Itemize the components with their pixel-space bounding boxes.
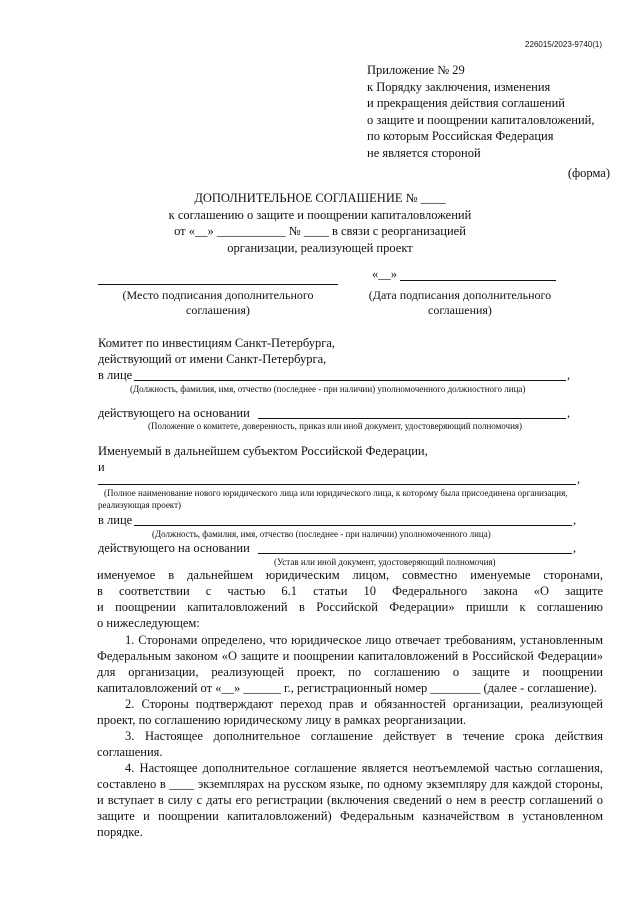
place-caption-line: соглашения) xyxy=(186,303,250,317)
title-line: организации, реализующей проект xyxy=(227,240,413,255)
party2-basis-label: действующего на основании xyxy=(98,541,250,555)
title-line: от «__» ___________ № ____ в связи с реорганизацией xyxy=(174,224,466,238)
appendix-note xyxy=(367,62,594,161)
appendix-line: не является стороной xyxy=(367,145,481,160)
comma: , xyxy=(573,513,577,527)
party1-basis-line xyxy=(258,418,566,419)
party2-basis-hint: (Устав или иной документ, удостоверяющий полномочия) xyxy=(274,557,496,567)
place-signature-line xyxy=(98,284,338,285)
intro-line: в соответствии с частью 6.1 статьи 10 Федерального закона «О защите xyxy=(97,584,603,598)
comma: , xyxy=(567,368,571,382)
comma: , xyxy=(577,472,581,486)
title-line: к соглашению о защите и поощрении капиталовложений xyxy=(168,207,472,222)
party1-basis-hint: (Положение о комитете, доверенность, приказ или иной документ, удостоверяющий полномочия) xyxy=(148,421,523,431)
party1-in-person-label: в лице xyxy=(98,368,133,382)
appendix-line: к Порядку заключения, изменения xyxy=(367,79,551,94)
party2-in-person-label: в лице xyxy=(98,513,133,527)
comma: , xyxy=(567,406,571,420)
place-caption xyxy=(98,288,338,318)
appendix-line: Приложение № 29 xyxy=(367,63,465,77)
intro-line: о нижеследующем: xyxy=(97,616,200,630)
date-caption-line: (Дата подписания дополнительного xyxy=(368,288,552,302)
appendix-line: и прекращения действия соглашений xyxy=(367,96,565,110)
form-label: (форма) xyxy=(567,166,610,180)
party1-name-line1: Комитет по инвестициям Санкт-Петербурга, xyxy=(98,336,336,350)
comma: , xyxy=(573,541,577,555)
appendix-line: о защите и поощрении капиталовложений, xyxy=(367,112,595,127)
party2-in-person-hint: (Должность, фамилия, имя, отчество (последнее - при наличии) уполномоченного лица) xyxy=(152,529,491,539)
clause-4: 4. Настоящее дополнительное соглашение является неотъемлемой частью соглашения, составлено в ____ экземплярах на русском языке, по одному экземпляру для каждой стороны, и вступает в силу с даты его регистрации (включения сведений о нем в реестр соглашений о защите и поощрении капиталовложений) Федеральным казначейством в установленном порядке. xyxy=(97,761,603,839)
party1-basis-label: действующего на основании xyxy=(98,406,250,420)
party2-entity-hint: (Полное наименование нового юридического лица или юридического лица, к которому была присоединена организация, реализующая проект) xyxy=(98,488,568,510)
place-caption-line: (Место подписания дополнительного xyxy=(122,288,314,302)
appendix-line: по которым Российская Федерация xyxy=(367,129,554,143)
party2-basis-line xyxy=(258,553,572,554)
date-caption-line: соглашения) xyxy=(428,303,492,317)
intro-line: именуемое в дальнейшем юридическим лицом, совместно именуемые сторонами, xyxy=(97,568,603,582)
intro-paragraph xyxy=(97,567,603,631)
party1-name-line2: действующий от имени Санкт-Петербурга, xyxy=(98,352,327,366)
document-number: 226015/2023-9740(1) xyxy=(525,40,602,49)
date-field: «__» xyxy=(372,267,397,281)
clause-1: 1. Сторонами определено, что юридическое лицо отвечает требованиям, установленным Федеральным законом «О защите и поощрении капиталовложений в Российской Федерации» для организации, реализующей проект, по соглашению о защите и поощрении капиталовложений от «__» ______ г., регистрационный номер ________ (далее - соглашение). xyxy=(97,633,603,695)
party2-in-person-line xyxy=(134,525,572,526)
intro-line: и поощрении капиталовложений в Российской Федерации» пришли к соглашению xyxy=(97,600,603,614)
party1-in-person-hint: (Должность, фамилия, имя, отчество (последнее - при наличии) уполномоченного должностного лица) xyxy=(130,384,526,394)
party1-hereinafter: Именуемый в дальнейшем субъектом Российской Федерации, xyxy=(98,444,428,458)
party2-entity-line xyxy=(98,484,576,485)
date-signature-line xyxy=(400,280,556,281)
clause-2: 2. Стороны подтверждают переход прав и обязанностей организации, реализующей проект, по соглашению юридическому лицу в рамках реорганизации. xyxy=(97,697,603,727)
clauses xyxy=(97,632,603,840)
document-title xyxy=(0,190,640,256)
and-word: и xyxy=(98,460,105,474)
clause-3: 3. Настоящее дополнительное соглашение действует в течение срока действия соглашения. xyxy=(97,729,603,759)
date-caption xyxy=(340,288,580,318)
title-line: ДОПОЛНИТЕЛЬНОЕ СОГЛАШЕНИЕ № ____ xyxy=(194,191,446,205)
party1-in-person-line xyxy=(134,380,566,381)
